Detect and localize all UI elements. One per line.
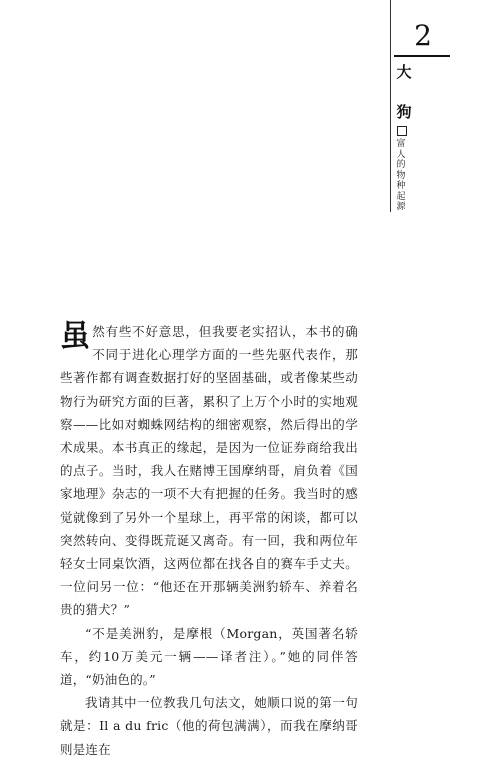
chapter-rule [394, 55, 450, 57]
subtitle-char: 起 [396, 191, 406, 202]
subtitle-char: 源 [396, 202, 406, 212]
chapter-number: 2 [414, 19, 432, 52]
paragraph: “不是美洲豹，是摩根（Morgan，英国著名轿车，约10万美元一辆——译者注）。”她的同伴答道，“奶油色的。” [60, 625, 358, 688]
chapter-title-char: 狗 [396, 103, 412, 121]
drop-cap: 虽 [60, 319, 91, 354]
chapter-title-char: 大 [396, 63, 412, 81]
square-bullet-icon [397, 126, 407, 136]
body-text [60, 320, 358, 761]
title-gap [394, 80, 414, 105]
subtitle-char: 的 [396, 160, 406, 170]
subtitle-char: 富 [396, 139, 406, 149]
subtitle-char: 人 [396, 149, 406, 160]
paragraph-text: 然有些不好意思，但我要老实招认，本书的确不同于进化心理学方面的一些先驱代表作，那些著作都有调查数据打好的坚固基础，或者像某些动物行为研究方面的巨著，累积了上万个小时的实地观察——比如对蜘蛛网结构的细密观察，然后得出的学术成果。本书真正的缘起，是因为一位证券商给我出的点子。当时，我人在赌博王国摩纳哥，肩负着《国家地理》杂志的一项不大有把握的任务。我当时的感觉就像到了另外一个星球上，再平常的闲谈，都可以突然转向、变得既荒诞又离奇。有一回，我和两位年轻女士同桌饮酒，这两位都在找各自的赛车手丈夫。一位问另一位：“他还在开那辆美洲豹轿车、养着名贵的猎犬？” [60, 324, 358, 618]
subtitle-char: 种 [396, 181, 406, 191]
subtitle-char: 物 [396, 170, 406, 181]
chapter-subtitle [394, 139, 408, 213]
paragraph: 我请其中一位教我几句法文，她顺口说的第一句就是：Il a du fric（他的荷包满满），而我在摩纳哥则是连在 [60, 695, 358, 757]
paragraph [60, 320, 358, 622]
chapter-title [394, 65, 414, 120]
margin-rule [390, 0, 391, 212]
